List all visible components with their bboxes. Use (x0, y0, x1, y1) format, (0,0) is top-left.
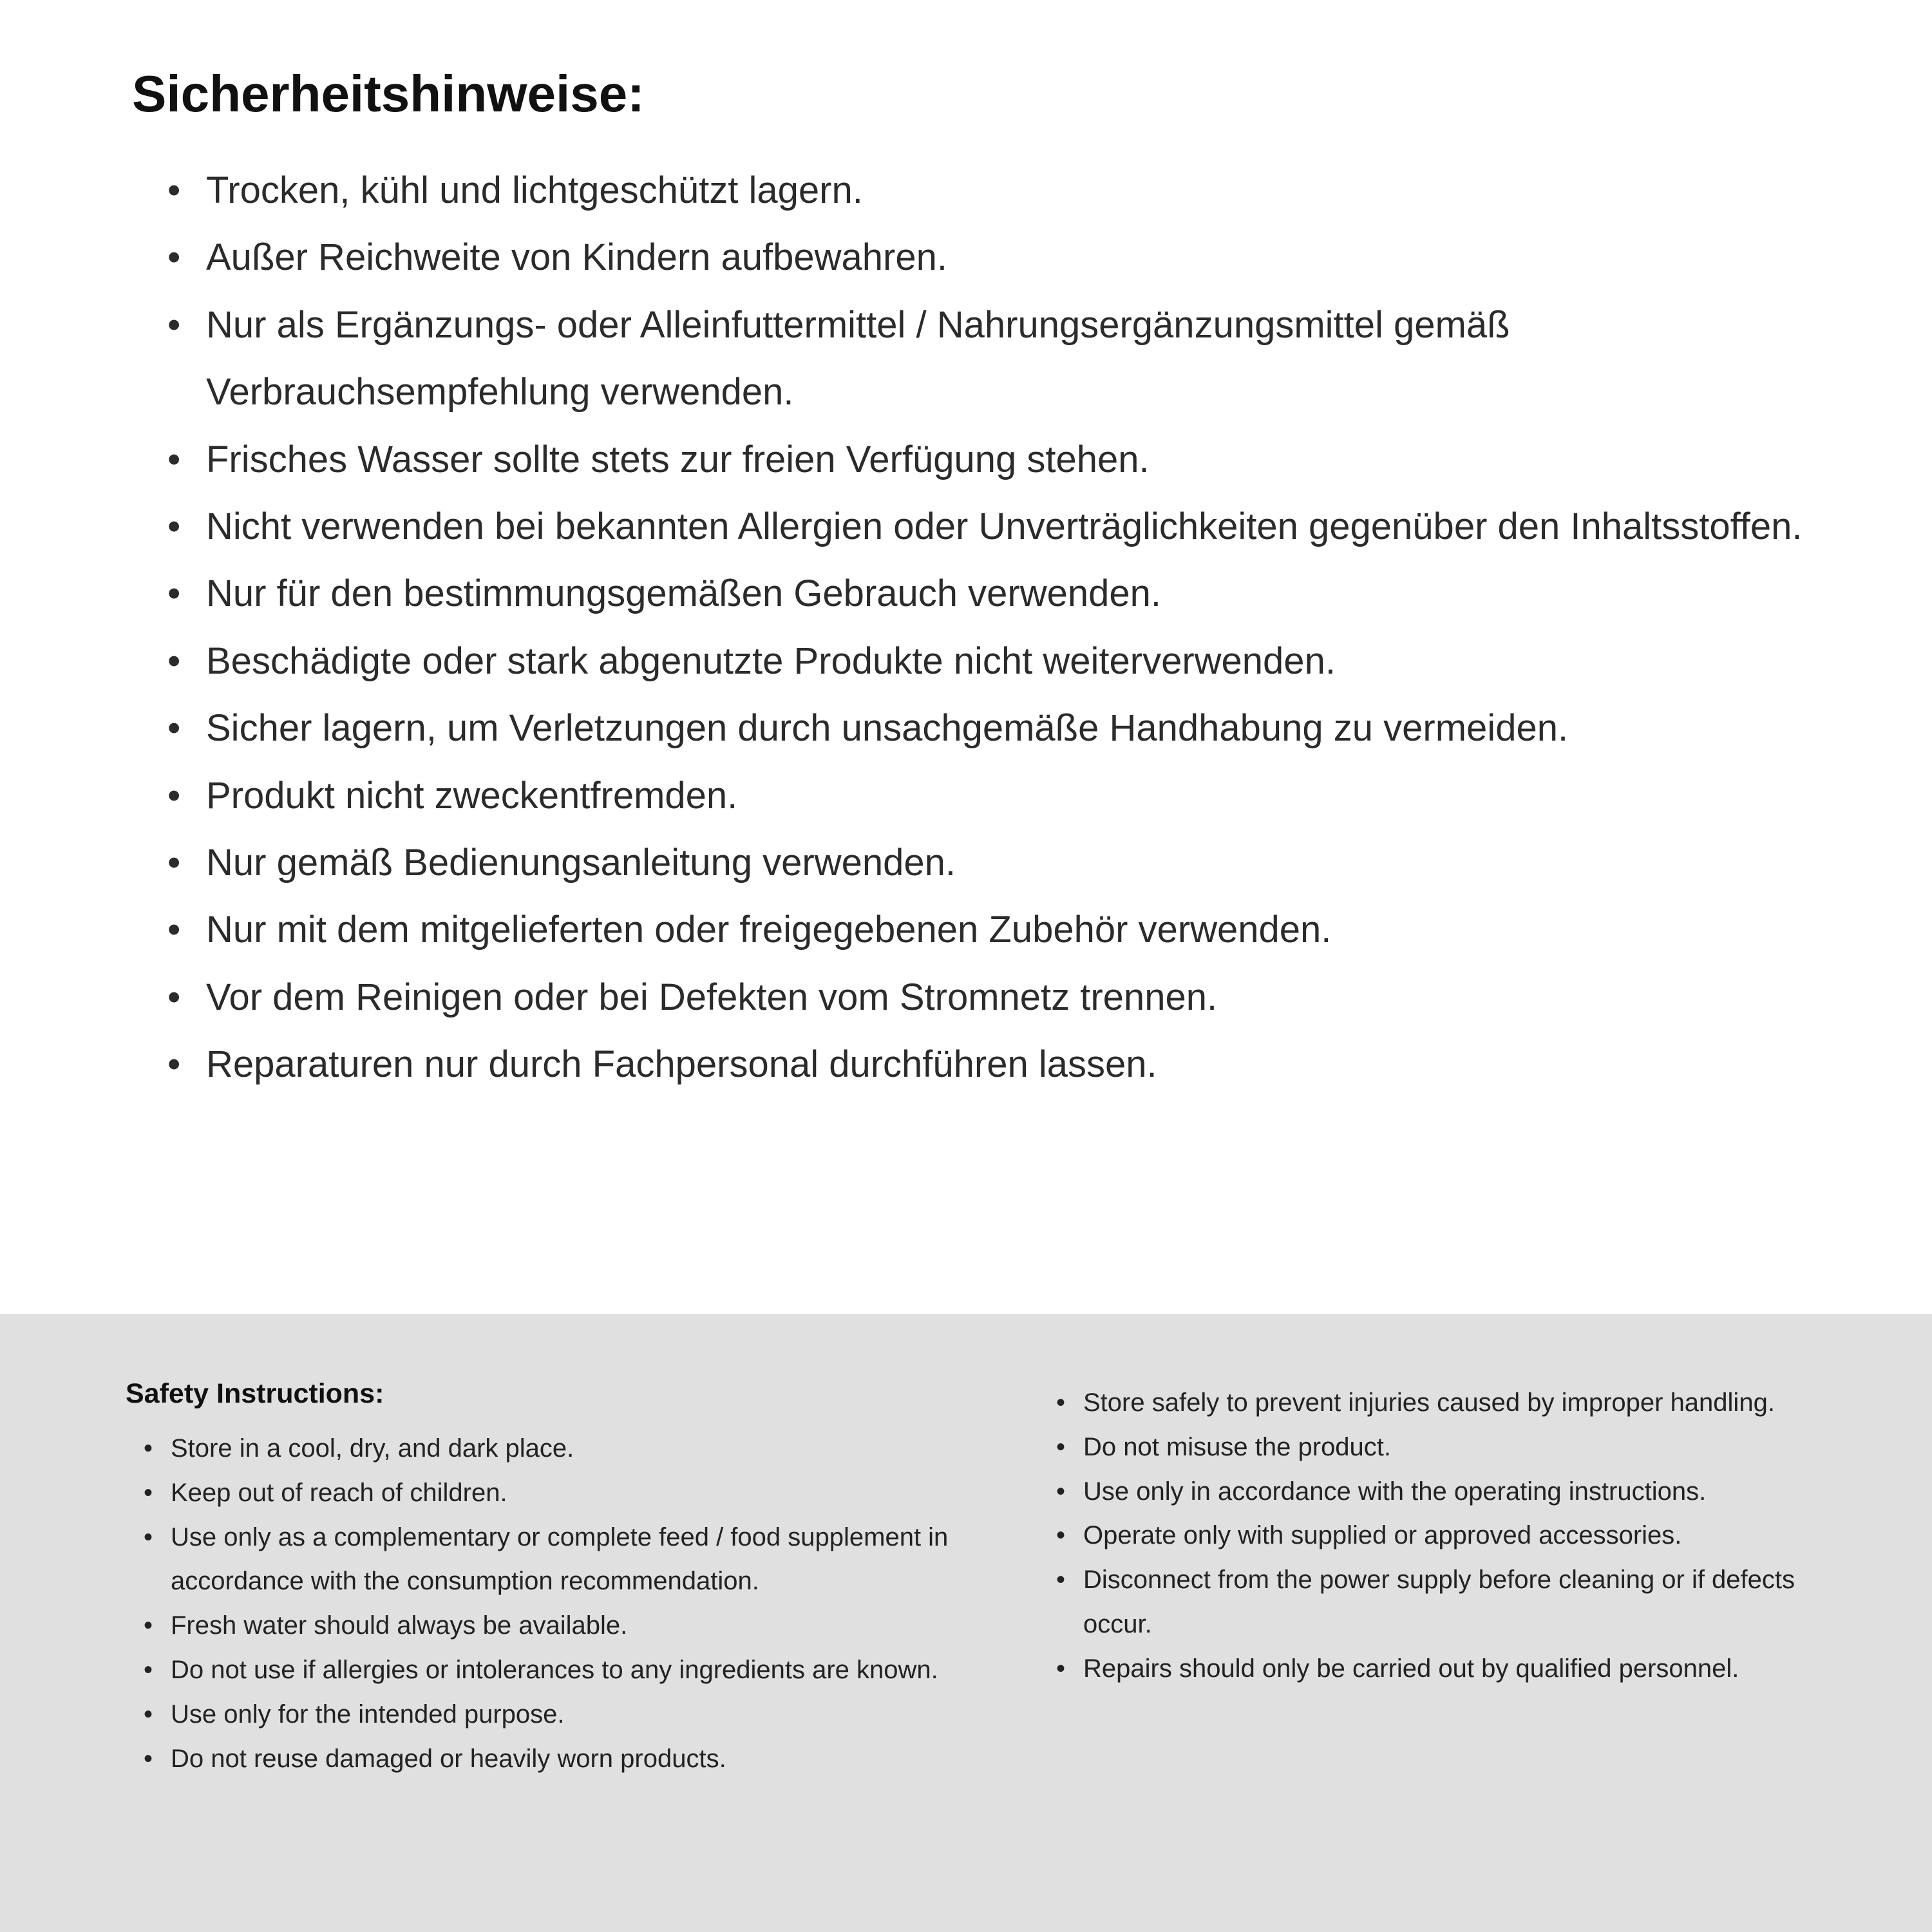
german-safety-item-text: Produkt nicht zweckentfremden. (206, 774, 738, 817)
english-safety-item (1056, 1647, 1842, 1691)
english-safety-item (1056, 1470, 1842, 1514)
bullet-marker: • (167, 236, 181, 279)
bullet-marker: • (144, 1478, 153, 1507)
english-safety-item-text: Use only for the intended purpose. (171, 1700, 565, 1728)
bullet-marker: • (144, 1434, 153, 1463)
english-safety-item (144, 1515, 982, 1604)
english-safety-item-text: Repairs should only be carried out by qualified personnel. (1083, 1654, 1739, 1683)
german-safety-item (167, 224, 1816, 291)
german-safety-item (167, 560, 1816, 627)
bullet-marker: • (167, 1043, 181, 1086)
bullet-marker: • (167, 976, 181, 1018)
english-safety-item (144, 1692, 982, 1737)
english-safety-item (144, 1648, 982, 1692)
english-safety-item-text: Do not reuse damaged or heavily worn products. (171, 1744, 726, 1773)
english-safety-section (0, 1314, 1932, 1932)
bullet-marker: • (1056, 1654, 1066, 1683)
german-safety-item-text: Beschädigte oder stark abgenutzte Produkte nicht weiterverwenden. (206, 639, 1336, 682)
english-safety-item (144, 1471, 982, 1515)
english-column-left (126, 1378, 982, 1932)
english-column-right (1056, 1378, 1842, 1932)
german-safety-item (167, 695, 1816, 762)
bullet-marker: • (167, 573, 181, 615)
german-safety-item (167, 426, 1816, 493)
german-safety-item-text: Nicht verwenden bei bekannten Allergien oder Unverträglichkeiten gegenüber den Inhaltsstoffen. (206, 505, 1803, 547)
german-safety-item-text: Vor dem Reinigen oder bei Defekten vom Stromnetz trennen. (206, 976, 1218, 1018)
english-safety-item (1056, 1425, 1842, 1470)
german-safety-item-text: Nur für den bestimmungsgemäßen Gebrauch verwenden. (206, 573, 1161, 615)
english-safety-item (1056, 1558, 1842, 1647)
bullet-marker: • (1056, 1566, 1066, 1595)
bullet-marker: • (167, 303, 181, 346)
english-safety-item-text: Disconnect from the power supply before cleaning or if defects occur. (1083, 1566, 1795, 1638)
english-safety-item (144, 1426, 982, 1471)
english-safety-item-text: Do not misuse the product. (1083, 1432, 1392, 1461)
bullet-marker: • (167, 707, 181, 750)
bullet-marker: • (167, 639, 181, 682)
english-safety-item-text: Operate only with supplied or approved accessories. (1083, 1521, 1682, 1550)
english-safety-item-text: Use only in accordance with the operating instructions. (1083, 1477, 1707, 1506)
bullet-marker: • (1056, 1432, 1066, 1461)
german-safety-item-text: Nur gemäß Bedienungsanleitung verwenden. (206, 841, 956, 884)
bullet-marker: • (167, 774, 181, 817)
english-safety-item-text: Use only as a complementary or complete feed / food supplement in accordance with the consumption recommendation. (171, 1522, 949, 1596)
german-safety-item-text: Nur als Ergänzungs- oder Alleinfuttermittel / Nahrungsergänzungsmittel gemäß Verbrauchsempfehlung verwenden. (206, 303, 1510, 413)
english-safety-item-text: Fresh water should always be available. (171, 1611, 628, 1640)
english-safety-item (144, 1737, 982, 1781)
bullet-marker: • (144, 1611, 153, 1640)
bullet-marker: • (144, 1522, 153, 1551)
german-safety-item (167, 628, 1816, 695)
german-safety-item-text: Frisches Wasser sollte stets zur freien Verfügung stehen. (206, 438, 1150, 480)
bullet-marker: • (1056, 1521, 1066, 1550)
english-safety-title: Safety Instructions: (126, 1378, 384, 1409)
english-safety-item (144, 1604, 982, 1648)
english-safety-item-text: Store in a cool, dry, and dark place. (171, 1434, 574, 1463)
bullet-marker: • (144, 1655, 153, 1684)
english-safety-item (1056, 1513, 1842, 1558)
german-safety-item (167, 896, 1816, 963)
german-safety-title: Sicherheitshinweise: (132, 65, 645, 122)
bullet-marker: • (1056, 1477, 1066, 1506)
english-safety-list-right (1056, 1381, 1842, 1691)
german-safety-item (167, 292, 1816, 426)
english-safety-list-left (126, 1426, 982, 1781)
english-safety-item-text: Store safely to prevent injuries caused by improper handling. (1083, 1388, 1775, 1417)
bullet-marker: • (167, 841, 181, 884)
bullet-marker: • (167, 505, 181, 547)
english-safety-item (1056, 1381, 1842, 1425)
bullet-marker: • (167, 169, 181, 211)
german-safety-item (167, 964, 1816, 1031)
bullet-marker: • (167, 438, 181, 480)
german-safety-item-text: Außer Reichweite von Kindern aufbewahren. (206, 236, 947, 279)
german-safety-item-text: Nur mit dem mitgelieferten oder freigegebenen Zubehör verwenden. (206, 909, 1332, 951)
german-safety-item (167, 762, 1816, 829)
german-safety-list (167, 157, 1816, 1098)
german-safety-item-text: Reparaturen nur durch Fachpersonal durchführen lassen. (206, 1043, 1157, 1086)
german-safety-item-text: Trocken, kühl und lichtgeschützt lagern. (206, 169, 863, 211)
german-safety-item-text: Sicher lagern, um Verletzungen durch unsachgemäße Handhabung zu vermeiden. (206, 707, 1569, 750)
german-safety-item (167, 1031, 1816, 1098)
bullet-marker: • (167, 909, 181, 951)
english-safety-item-text: Keep out of reach of children. (171, 1478, 507, 1507)
english-safety-item-text: Do not use if allergies or intolerances to any ingredients are known. (171, 1655, 938, 1684)
bullet-marker: • (144, 1700, 153, 1728)
german-safety-item (167, 829, 1816, 896)
bullet-marker: • (144, 1744, 153, 1773)
german-safety-item (167, 493, 1816, 560)
bullet-marker: • (1056, 1388, 1066, 1417)
german-safety-item (167, 157, 1816, 224)
